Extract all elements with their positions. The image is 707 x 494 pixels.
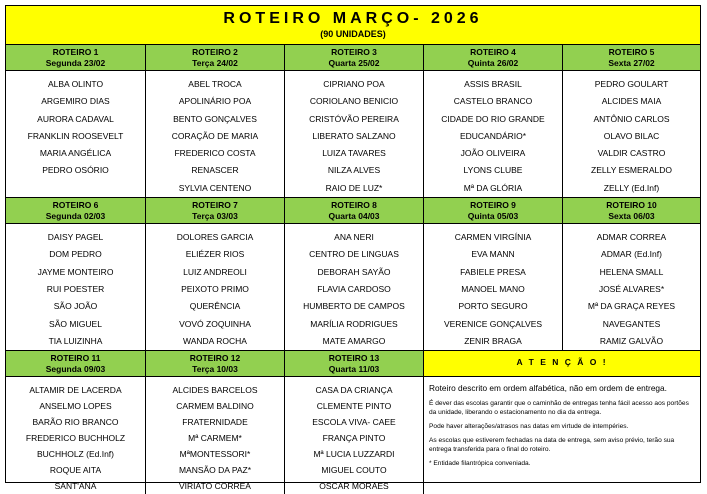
note-delays: Pode haver alterações/atrasos nas datas em virtude de intempéries. [429,423,629,431]
school-name: NAVEGANTES [602,318,661,329]
school-name: FABIELE PRESA [460,266,526,277]
school-name: FLAVIA CARDOSO [317,283,391,294]
route-date: Quinta 26/02 [467,58,519,68]
route-date: Terça 03/03 [192,211,238,222]
route-row-3 [6,351,700,494]
school-name: LUIZA TAVARES [322,148,386,159]
route-name: ROTEIRO 3 [331,47,377,57]
route-column [146,45,285,197]
school-name: SYLVIA CENTENO [178,182,252,193]
school-list [424,71,562,197]
school-name: DAISY PAGEL [47,232,104,243]
school-name: Mª DA GLÓRIA [463,182,523,193]
school-name: ALBA OLINTO [47,79,104,89]
school-list [146,71,284,197]
school-name: MARÍLIA RODRIGUES [310,318,398,329]
route-header [424,45,562,71]
school-name: ZENIR BRAGA [464,335,522,346]
note-access: É dever das escolas garantir que o caminhão de entregas tenha fácil acesso aos portões da unidade, liberando o estacionamento no dia da entrega. [429,400,689,417]
school-name: AURORA CADAVAL [37,113,114,124]
school-name: DOLORES GARCIA [176,232,254,243]
school-name: NILZA ALVES [327,165,381,176]
school-name: FRANÇA PINTO [322,433,386,444]
school-name: PORTO SEGURO [458,301,528,312]
route-name: ROTEIRO 5 [608,47,655,57]
school-name: BENTO GONÇALVES [173,113,257,124]
school-name: CRISTÓVÃO PEREIRA [309,113,399,124]
school-name: ANSELMO LOPES [39,401,112,412]
school-list [285,71,423,197]
route-schedule-sheet [5,5,701,492]
route-column [146,198,285,350]
school-name: TIA LUIZINHA [48,335,103,346]
school-name: EDUCANDÁRIO* [459,130,527,141]
attention-notes [424,377,700,468]
school-name: LIBERATO SALZANO [312,130,396,141]
route-column [6,45,146,197]
school-name: PEDRO OSÓRIO [42,165,109,176]
school-name: MªMONTESSORI* [179,449,251,460]
route-header [6,351,145,377]
route-header [146,45,284,71]
school-name: JOÃO OLIVEIRA [460,148,526,159]
school-name: CIDADE DO RIO GRANDE [441,113,545,124]
route-header [285,198,423,224]
route-date: Quinta 05/03 [467,211,519,222]
school-name: MANOEL MANO [461,283,525,294]
school-name: ARGEMIRO DIAS [41,96,110,107]
school-list [146,224,284,350]
school-name: HELENA SMALL [599,266,664,277]
school-name: VALDIR CASTRO [597,148,666,159]
school-name: EVA MANN [471,249,515,260]
school-name: WANDA ROCHA [183,335,247,346]
school-name: ANTÔNIO CARLOS [593,113,670,124]
school-name: MATE AMARGO [322,335,386,346]
route-name: ROTEIRO 12 [189,353,241,364]
school-list [563,224,700,350]
school-name: FREDERICO COSTA [174,148,256,159]
route-column [424,198,563,350]
note-closed-schools: As escolas que estiverem fechadas na data de entrega, sem aviso prévio, terão sua entrega transferida para o final do roteiro. [429,437,675,454]
school-name: MIGUEL COUTO [321,465,387,476]
school-name: ADMAR CORREA [596,232,667,243]
route-name: ROTEIRO 13 [328,353,380,364]
route-row-2 [6,198,700,351]
school-name: JAYME MONTEIRO [37,266,114,277]
school-name: FREDERICO BUCHHOLZ [25,433,126,444]
route-header [424,198,562,224]
school-name: Mª CARMEM* [188,433,242,444]
school-name: APOLINÁRIO POA [178,96,252,107]
route-header [6,198,145,224]
school-name: JOSÉ ALVARES* [598,283,665,294]
school-name: RAIO DE LUZ* [325,182,383,193]
route-name: ROTEIRO 2 [192,47,238,57]
school-name: HUMBERTO DE CAMPOS [303,301,405,312]
route-date: Sexta 27/02 [608,58,655,68]
route-date: Segunda 02/03 [45,211,106,222]
school-name: CIPRIANO POA [323,79,385,89]
school-name: RAMIZ GALVÃO [599,335,664,346]
route-column [146,351,285,494]
route-column [6,198,146,350]
school-name: BUCHHOLZ (Ed.Inf) [37,449,114,460]
route-date: Quarta 25/02 [328,58,380,68]
school-name: DEBORAH SAYÃO [317,266,391,277]
route-date: Quarta 04/03 [328,211,380,222]
school-name: ZELLY (Ed.Inf) [603,182,660,193]
school-list [563,71,700,197]
school-list [6,71,145,180]
school-list [285,224,423,350]
school-name: CASA DA CRIANÇA [315,385,393,396]
school-name: ALTAMIR DE LACERDA [29,385,122,396]
route-name: ROTEIRO 1 [52,47,99,57]
school-name: PEIXOTO PRIMO [181,283,249,294]
school-name: ABEL TROCA [188,79,242,89]
school-name: QUERÊNCIA [189,301,241,312]
route-date: Segunda 23/02 [45,58,106,68]
school-list [6,224,145,350]
route-header [6,45,145,71]
school-name: VERENICE GONÇALVES [443,318,543,329]
note-philanthropic: * Entidade filantrópica conveniada. [429,460,531,468]
school-name: CARMEN VIRGÍNIA [454,232,532,243]
school-list [285,377,423,494]
school-name: PEDRO GOULART [594,79,669,89]
school-name: LYONS CLUBE [463,165,523,176]
school-name: ELIÉZER RIOS [185,249,245,260]
route-name: ROTEIRO 4 [470,47,516,57]
school-name: RENASCER [191,165,239,176]
route-row-1 [6,45,700,198]
school-name: CASTELO BRANCO [453,96,533,107]
page-title: ROTEIRO MARÇO- 2026 [223,10,483,27]
school-name: ALCIDES BARCELOS [172,385,258,396]
route-header [563,45,700,71]
route-date: Sexta 06/03 [608,211,655,222]
route-date: Terça 10/03 [192,364,238,375]
school-name: CLEMENTE PINTO [316,401,392,412]
route-column [563,45,700,197]
school-name: ASSIS BRASIL [464,79,522,89]
school-name: SÃO JOÃO [53,301,98,312]
route-header [146,198,284,224]
school-name: VOVÓ ZOQUINHA [179,318,251,329]
school-name: ALCIDES MAIA [601,96,662,107]
route-header [146,351,284,377]
route-column [285,351,424,494]
school-name: SANT'ANA [54,481,97,492]
school-name: DOM PEDRO [49,249,102,260]
school-list [6,377,145,494]
school-name: ESCOLA VIVA- CAEE [312,417,396,428]
school-name: OSCAR MORAES [319,481,389,492]
route-date: Terça 24/02 [192,58,238,68]
route-name: ROTEIRO 9 [470,200,516,211]
route-name: ROTEIRO 11 [50,353,101,364]
school-name: ANA NERI [334,232,374,243]
route-name: ROTEIRO 7 [192,200,238,211]
school-name: BARÃO RIO BRANCO [32,417,119,428]
school-name: Mª DA GRAÇA REYES [587,301,676,312]
school-name: RUI POESTER [46,283,105,294]
school-name: MANSÃO DA PAZ* [178,465,252,476]
route-column [6,351,146,494]
route-column [563,198,700,350]
school-name: LUIZ ANDREOLI [183,266,247,277]
school-name: ZELLY ESMERALDO [591,165,672,176]
route-name: ROTEIRO 6 [52,200,99,211]
school-name: CENTRO DE LINGUAS [309,249,399,260]
route-header [285,45,423,71]
route-header [563,198,700,224]
route-date: Segunda 09/03 [45,364,106,375]
school-list [146,377,284,494]
school-name: VIRIATO CORREA [179,481,251,492]
school-name: FRANKLIN ROOSEVELT [27,130,124,141]
title-bar [6,6,700,45]
route-date: Quarta 11/03 [328,364,380,375]
school-name: ROQUE AITA [49,465,102,476]
school-name: ADMAR (Ed.Inf) [601,249,662,260]
route-column [285,198,424,350]
school-name: CORIOLANO BENICIO [309,96,399,107]
route-header [285,351,423,377]
school-name: CORAÇÃO DE MARIA [171,130,259,141]
route-column [424,45,563,197]
attention-panel [424,351,700,494]
school-name: CARMEM BALDINO [176,401,254,412]
school-name: Mª LUCIA LUZZARDI [313,449,395,460]
note-alphabetical: Roteiro descrito em ordem alfabética, não em ordem de entrega. [429,383,667,394]
attention-title: A T E N Ç Ã O ! [424,351,700,377]
route-name: ROTEIRO 10 [606,200,657,211]
school-name: OLAVO BILAC [603,130,660,141]
route-name: ROTEIRO 8 [331,200,377,211]
school-name: FRATERNIDADE [182,417,248,428]
units-count: (90 UNIDADES) [320,29,386,39]
school-name: MARIA ANGÉLICA [39,148,112,159]
school-name: SÃO MIGUEL [49,318,102,329]
school-list [424,224,562,350]
route-column [285,45,424,197]
